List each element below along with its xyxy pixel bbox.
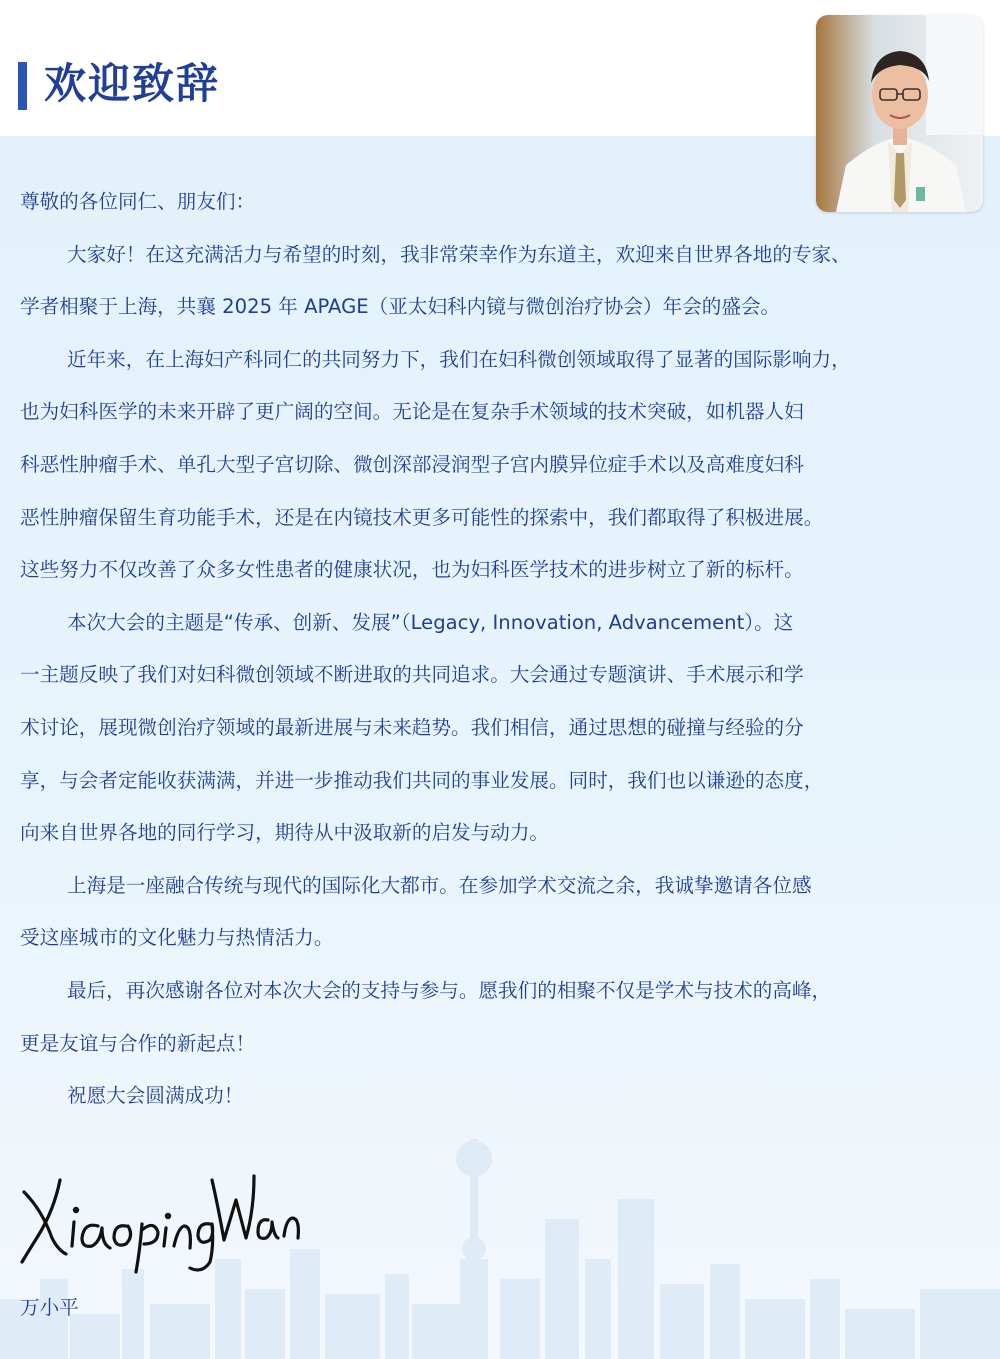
title-accent-bar xyxy=(18,62,27,110)
welcome-letter xyxy=(20,176,988,1123)
paragraph-line: 本次大会的主题是“传承、创新、发展”（Legacy, Innovation, Advancement）。这 xyxy=(67,610,794,634)
paragraph-line: 大家好！在这充满活力与希望的时刻，我非常荣幸作为东道主，欢迎来自世界各地的专家、 xyxy=(67,242,851,266)
salutation: 尊敬的各位同仁、朋友们： xyxy=(20,190,256,213)
paragraph-line: 近年来，在上海妇产科同仁的共同努力下，我们在妇科微创领域取得了显著的国际影响力， xyxy=(67,347,851,371)
paragraph-line: 最后，再次感谢各位对本次大会的支持与参与。愿我们的相聚不仅是学术与技术的高峰， xyxy=(67,978,832,1002)
signer-name: 万小平 xyxy=(20,1296,79,1319)
paragraph-line: 上海是一座融合传统与现代的国际化大都市。在参加学术交流之余，我诚挚邀请各位感 xyxy=(67,873,812,897)
paragraph-line: 享，与会者定能收获满满，并进一步推动我们共同的事业发展。同时，我们也以谦逊的态度， xyxy=(20,768,824,792)
page-title: 欢迎致辞 xyxy=(44,59,221,108)
speaker-portrait-photo xyxy=(816,15,983,212)
paragraph-line: 向来自世界各地的同行学习，期待从中汲取新的启发与动力。 xyxy=(20,821,550,845)
paragraph-line: 这些努力不仅改善了众多女性患者的健康状况，也为妇科医学技术的进步树立了新的标杆。 xyxy=(20,558,804,582)
paragraph-line: 术讨论，展现微创治疗领域的最新进展与未来趋势。我们相信，通过思想的碰撞与经验的分 xyxy=(20,715,804,739)
paragraph-line: 一主题反映了我们对妇科微创领域不断进取的共同追求。大会通过专题演讲、手术展示和学 xyxy=(20,663,804,687)
closing-wish: 祝愿大会圆满成功！ xyxy=(67,1084,244,1108)
handwritten-signature xyxy=(14,1150,314,1280)
paragraph-line: 受这座城市的文化魅力与热情活力。 xyxy=(20,926,334,950)
paragraph-line: 恶性肿瘤保留生育功能手术，还是在内镜技术更多可能性的探索中，我们都取得了积极进展。 xyxy=(20,505,824,529)
paragraph-line: 科恶性肿瘤手术、单孔大型子宫切除、微创深部浸润型子宫内膜异位症手术以及高难度妇科 xyxy=(20,452,804,476)
paragraph-line: 学者相聚于上海，共襄 2025 年 APAGE（亚太妇科内镜与微创治疗协会）年会的盛会。 xyxy=(20,295,781,319)
paragraph-line: 也为妇科医学的未来开辟了更广阔的空间。无论是在复杂手术领域的技术突破，如机器人妇 xyxy=(20,400,804,424)
paragraph-line: 更是友谊与合作的新起点！ xyxy=(20,1031,256,1055)
